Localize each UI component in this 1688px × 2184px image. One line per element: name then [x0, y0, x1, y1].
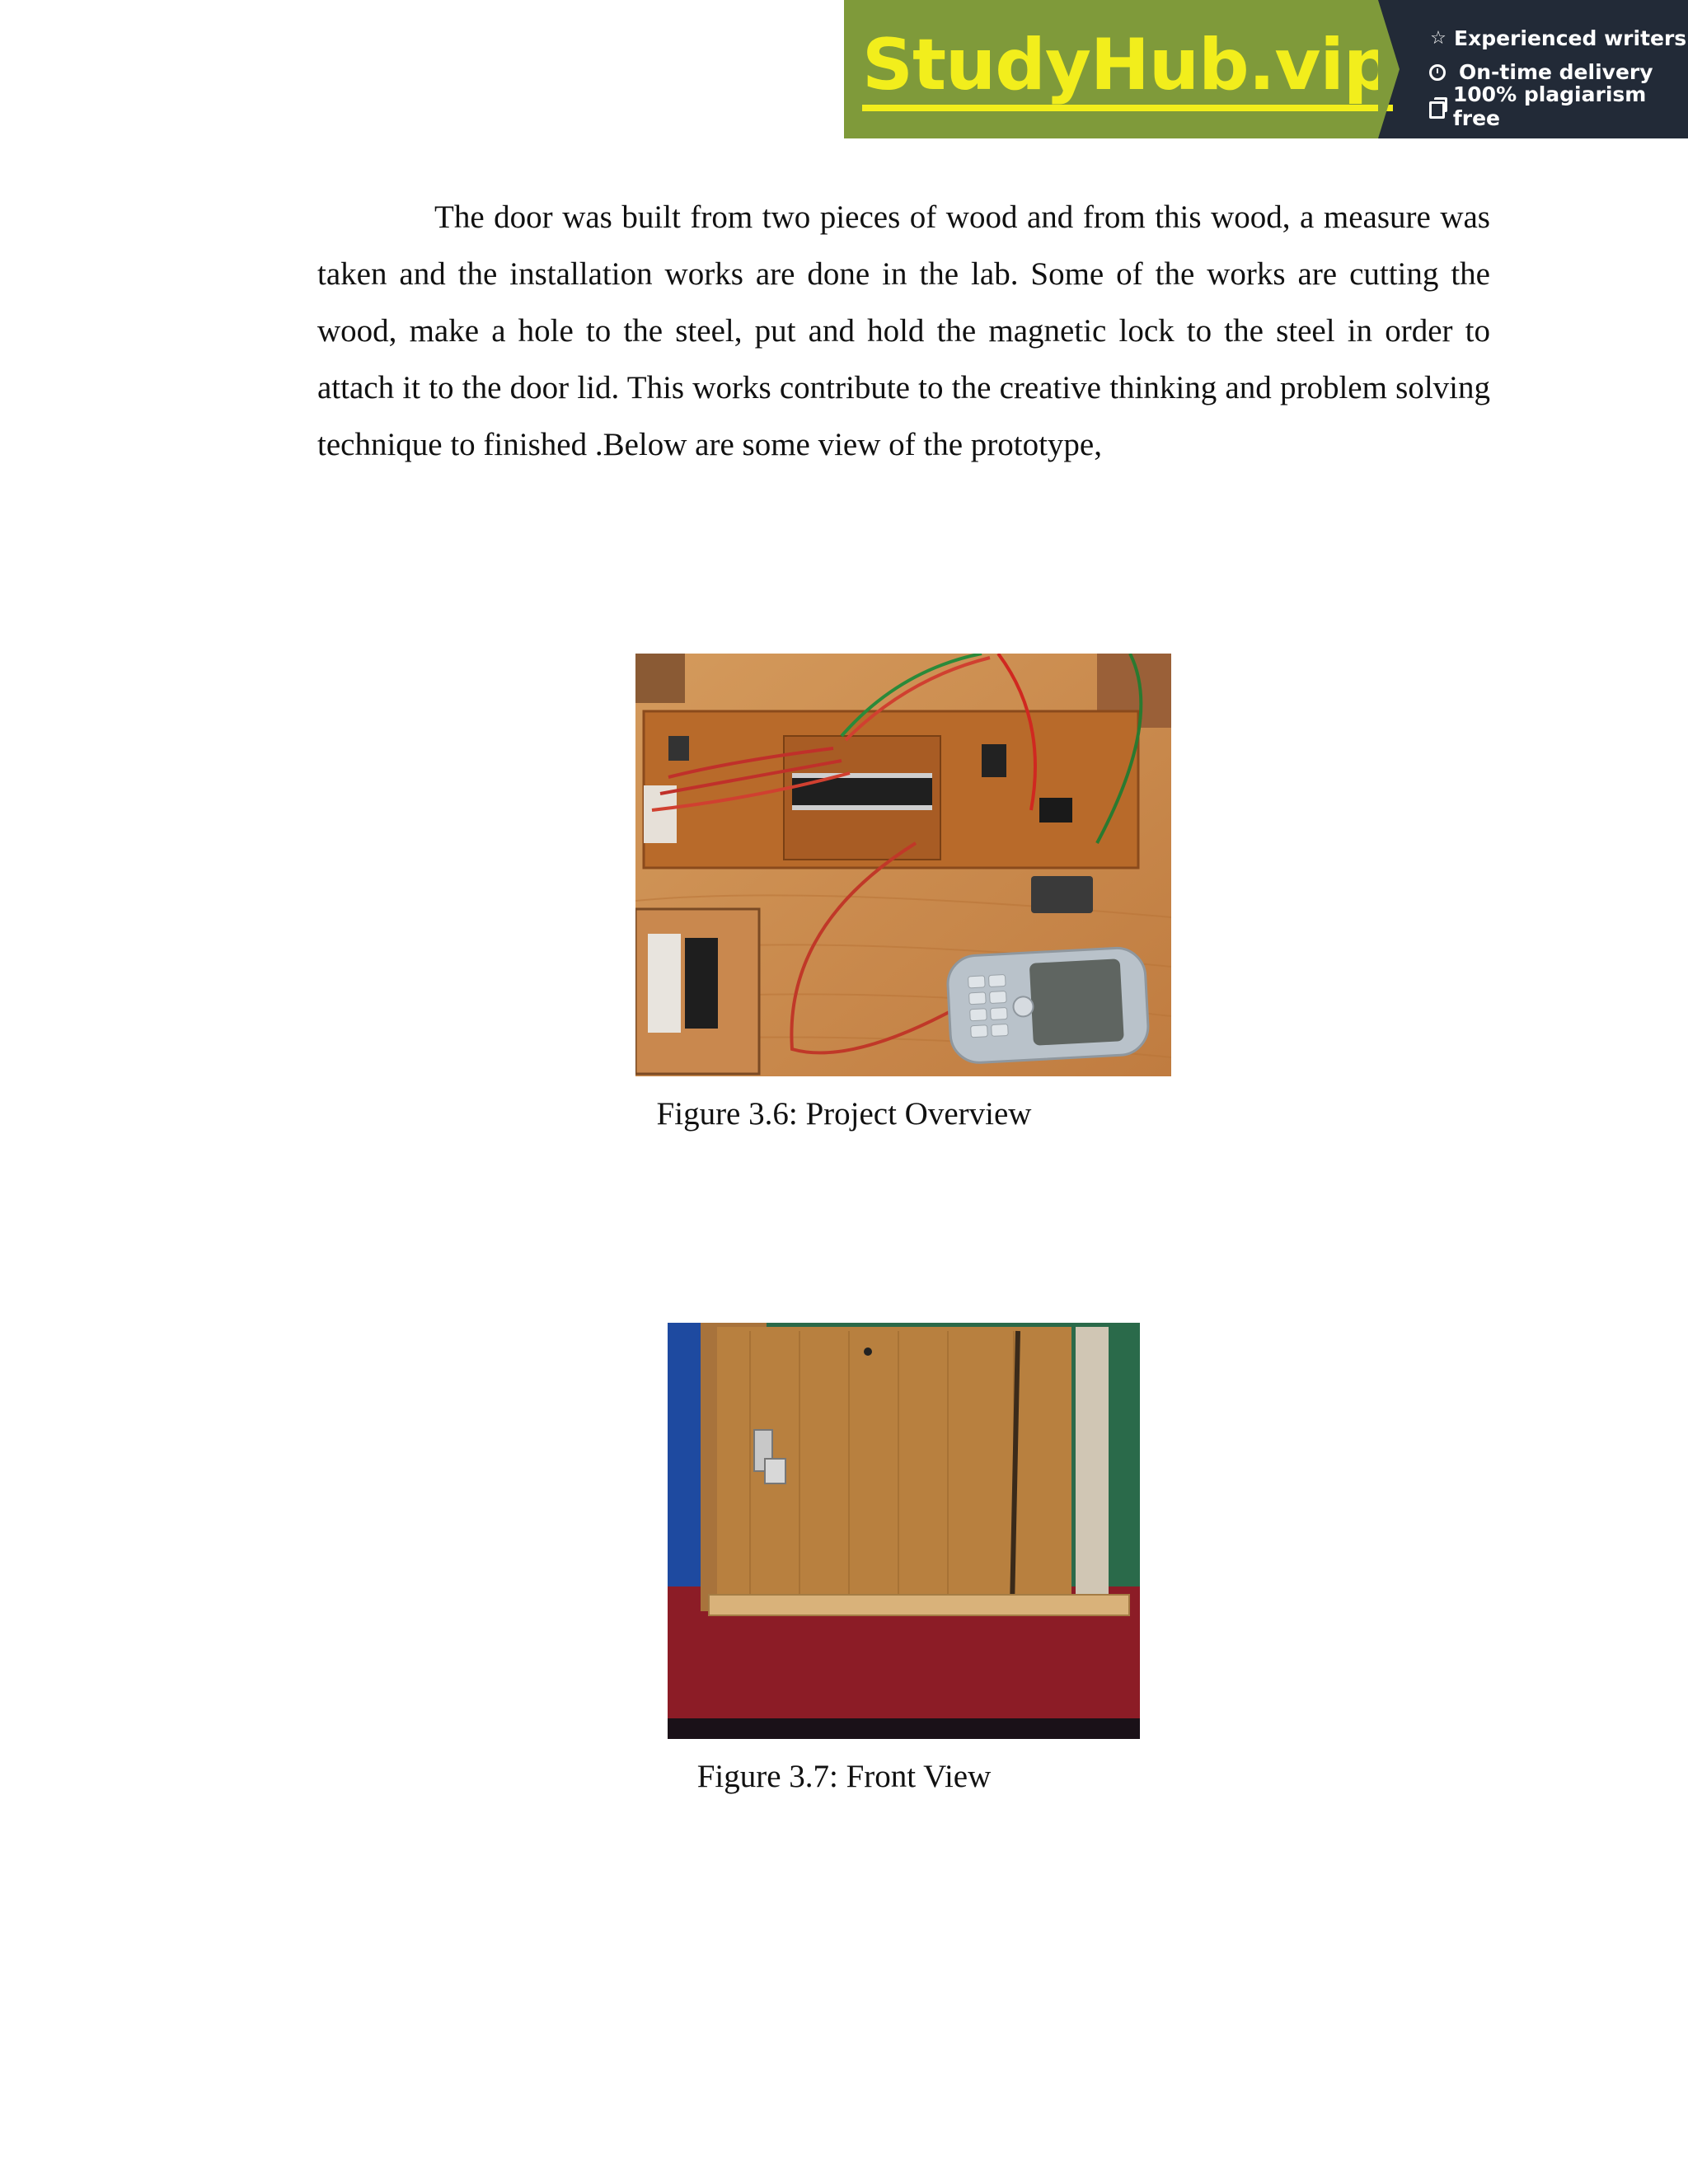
copy-icon [1429, 97, 1447, 115]
star-icon: ☆ [1430, 27, 1447, 49]
banner-arrow-shape [1378, 0, 1400, 138]
logo-text: StudyHub.vip [862, 26, 1393, 111]
banner-features [1378, 0, 1688, 138]
feature-item [1429, 82, 1688, 130]
feature-label: On-time delivery [1459, 60, 1653, 84]
figure-caption: Figure 3.6: Project Overview [656, 1096, 1032, 1132]
body-paragraph: The door was built from two pieces of wood and from this wood, a measure was taken and the installation works are done in the lab. Some of the works are cutting the wood, make a hole to the steel, put and hold the magnetic lock to the steel in order to attach it to the door lid. This works contribute to the creative thinking and problem solving technique to finished .Below are some view of the prototype, [317, 199, 1490, 462]
clock-icon [1429, 64, 1446, 81]
promo-banner[interactable] [844, 0, 1688, 138]
feature-label: Experienced writers [1454, 26, 1687, 50]
feature-item [1429, 21, 1688, 55]
feature-label: 100% plagiarism free [1452, 82, 1647, 130]
front-view-photo [668, 1323, 1140, 1739]
project-overview-photo [635, 654, 1171, 1076]
studyhub-logo[interactable] [844, 0, 1394, 138]
figure-caption: Figure 3.7: Front View [696, 1759, 992, 1794]
